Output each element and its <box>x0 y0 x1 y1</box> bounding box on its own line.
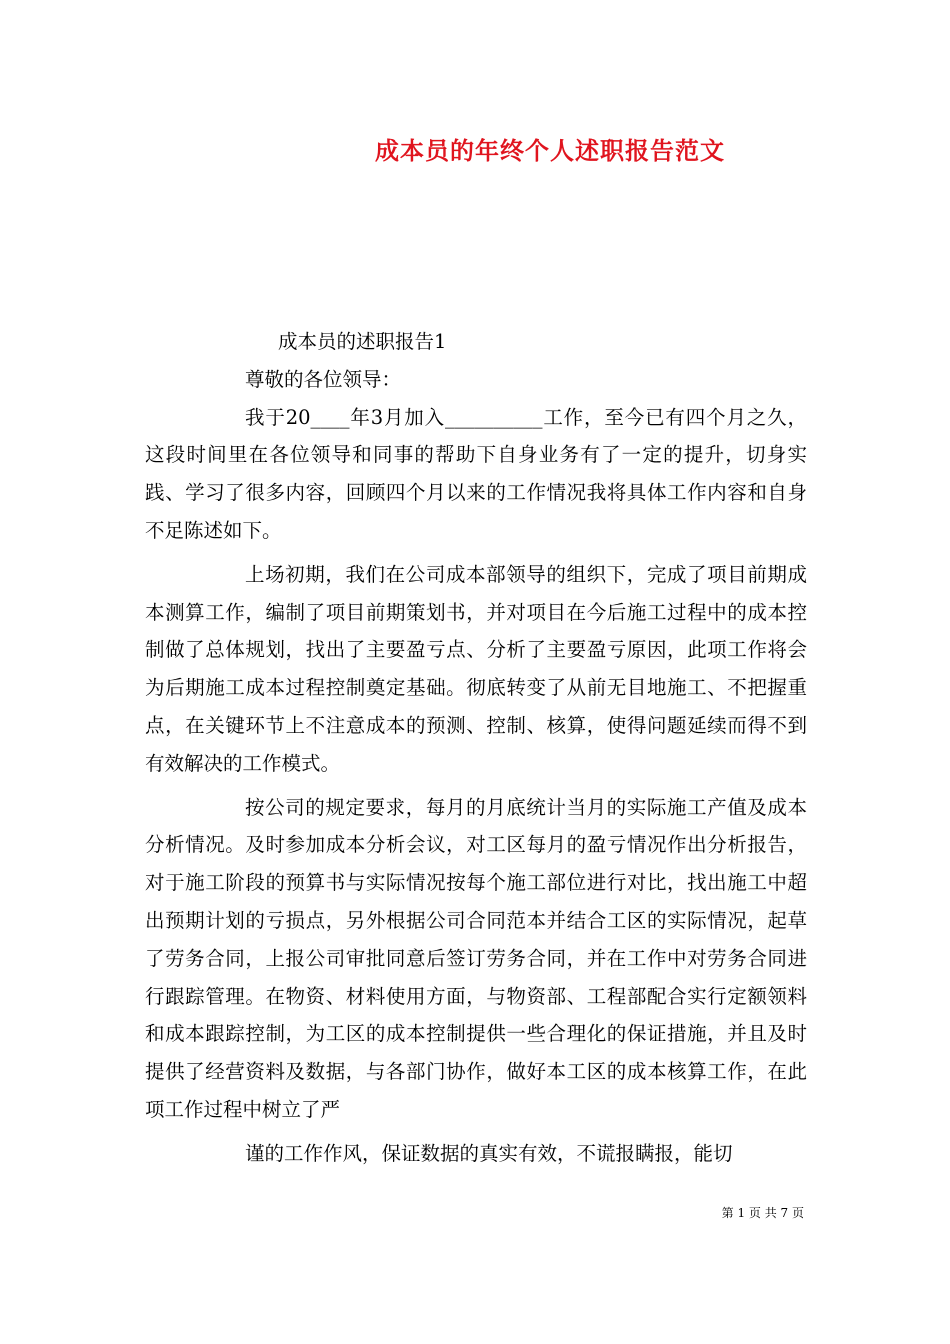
paragraph-4: 谨的工作作风，保证数据的真实有效，不谎报瞒报，能切 <box>245 1141 733 1165</box>
document-title: 成本员的年终个人述职报告范文 <box>375 136 725 165</box>
document-body <box>145 323 807 1173</box>
paragraph-1: 我于20____年3月加入__________工作，至今已有四个月之久，这段时间里在各位领导和同事的帮助下自身业务有了一定的提升，切身实践、学习了很多内容，回顾四个月以来的工作情况我将具体工作内容和自身不足陈述如下。 <box>145 405 807 542</box>
report-subtitle: 成本员的述职报告1 <box>278 330 447 353</box>
salutation: 尊敬的各位领导： <box>245 367 402 391</box>
paragraph-3: 按公司的规定要求，每月的月底统计当月的实际施工产值及成本分析情况。及时参加成本分析会议，对工区每月的盈亏情况作出分析报告，对于施工阶段的预算书与实际情况按每个施工部位进行对比，找出施工中超出预期计划的亏损点，另外根据公司合同范本并结合工区的实际情况，起草了劳务合同，上报公司审批同意后签订劳务合同，并在工作中对劳务合同进行跟踪管理。在物资、材料使用方面，与物资部、工程部配合实行定额领料和成本跟踪控制，为工区的成本控制提供一些合理化的保证措施，并且及时提供了经营资料及数据，与各部门协作，做好本工区的成本核算工作，在此项工作过程中树立了严 <box>145 795 807 1121</box>
page-number-footer: 第 1 页 共 7 页 <box>721 1206 804 1220</box>
paragraph-2: 上场初期，我们在公司成本部领导的组织下，完成了项目前期成本测算工作，编制了项目前期策划书，并对项目在今后施工过程中的成本控制做了总体规划，找出了主要盈亏点、分析了主要盈亏原因，此项工作将会为后期施工成本过程控制奠定基础。彻底转变了从前无目地施工、不把握重点，在关键环节上不注意成本的预测、控制、核算，使得问题延续而得不到有效解决的工作模式。 <box>145 562 807 775</box>
